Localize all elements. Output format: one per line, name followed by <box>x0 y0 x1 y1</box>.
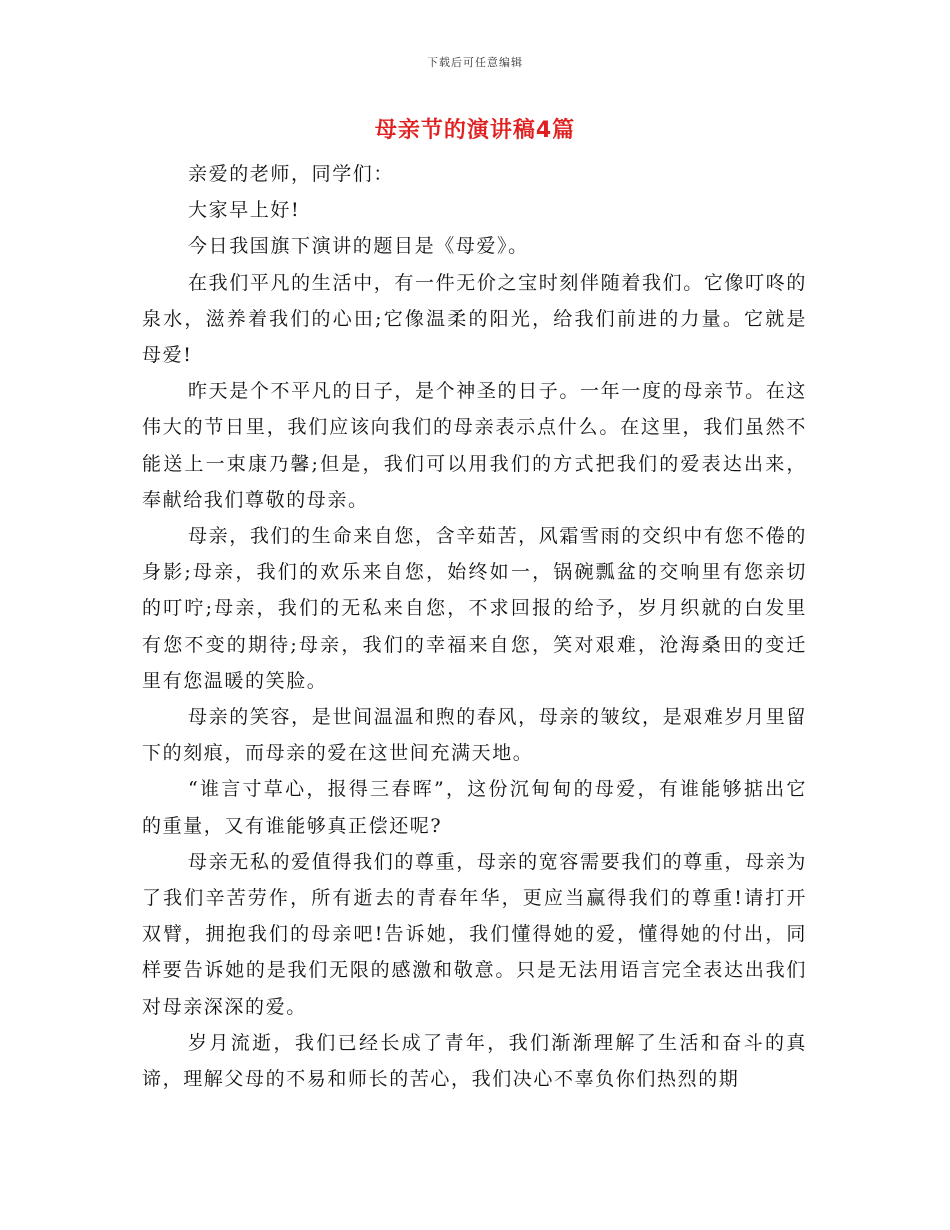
paragraph: 岁月流逝，我们已经长成了青年，我们渐渐理解了生活和奋斗的真谛，理解父母的不易和师长的苦心，我们决心不辜负你们热烈的期 <box>142 1031 807 1091</box>
document-body <box>142 156 807 1097</box>
paragraph: 母亲无私的爱值得我们的尊重，母亲的宽容需要我们的尊重，母亲为了我们辛苦劳作，所有逝去的青春年华，更应当赢得我们的尊重!请打开双臂，拥抱我们的母亲吧!告诉她，我们懂得她的爱，懂得她的付出，同样要告诉她的是我们无限的感激和敬意。只是无法用语言完全表达出我们对母亲深深的爱。 <box>142 850 807 1018</box>
document-title: 母亲节的演讲稿4篇 <box>374 118 576 143</box>
paragraph: 母亲，我们的生命来自您，含辛茹苦，风霜雪雨的交织中有您不倦的身影;母亲，我们的欢乐来自您，始终如一，锅碗瓢盆的交响里有您亲切的叮咛;母亲，我们的无私来自您，不求回报的给予，岁月织就的白发里有您不变的期待;母亲，我们的幸福来自您，笑对艰难，沧海桑田的变迁里有您温暖的笑脸。 <box>142 525 807 692</box>
paragraph: 母亲的笑容，是世间温温和煦的春风，母亲的皱纹，是艰难岁月里留下的刻痕，而母亲的爱在这世间充满天地。 <box>142 706 807 765</box>
paragraph: 亲爱的老师，同学们： <box>188 163 395 185</box>
header-note: 下载后可任意编辑 <box>427 56 523 69</box>
paragraph: 大家早上好! <box>188 199 301 222</box>
paragraph: 昨天是个不平凡的日子，是个神圣的日子。一年一度的母亲节。在这伟大的节日里，我们应该向我们的母亲表示点什么。在这里，我们虽然不能送上一束康乃馨;但是，我们可以用我们的方式把我们的爱表达出来，奉献给我们尊敬的母亲。 <box>142 380 807 511</box>
paragraph: “谁言寸草心，报得三春晖”，这份沉甸甸的母爱，有谁能够掂出它的重量，又有谁能够真正偿还呢? <box>142 778 807 837</box>
paragraph: 在我们平凡的生活中，有一件无价之宝时刻伴随着我们。它像叮咚的泉水，滋养着我们的心田;它像温柔的阳光，给我们前进的力量。它就是母爱! <box>142 271 807 367</box>
paragraph: 今日我国旗下演讲的题目是《母爱》。 <box>188 235 529 258</box>
